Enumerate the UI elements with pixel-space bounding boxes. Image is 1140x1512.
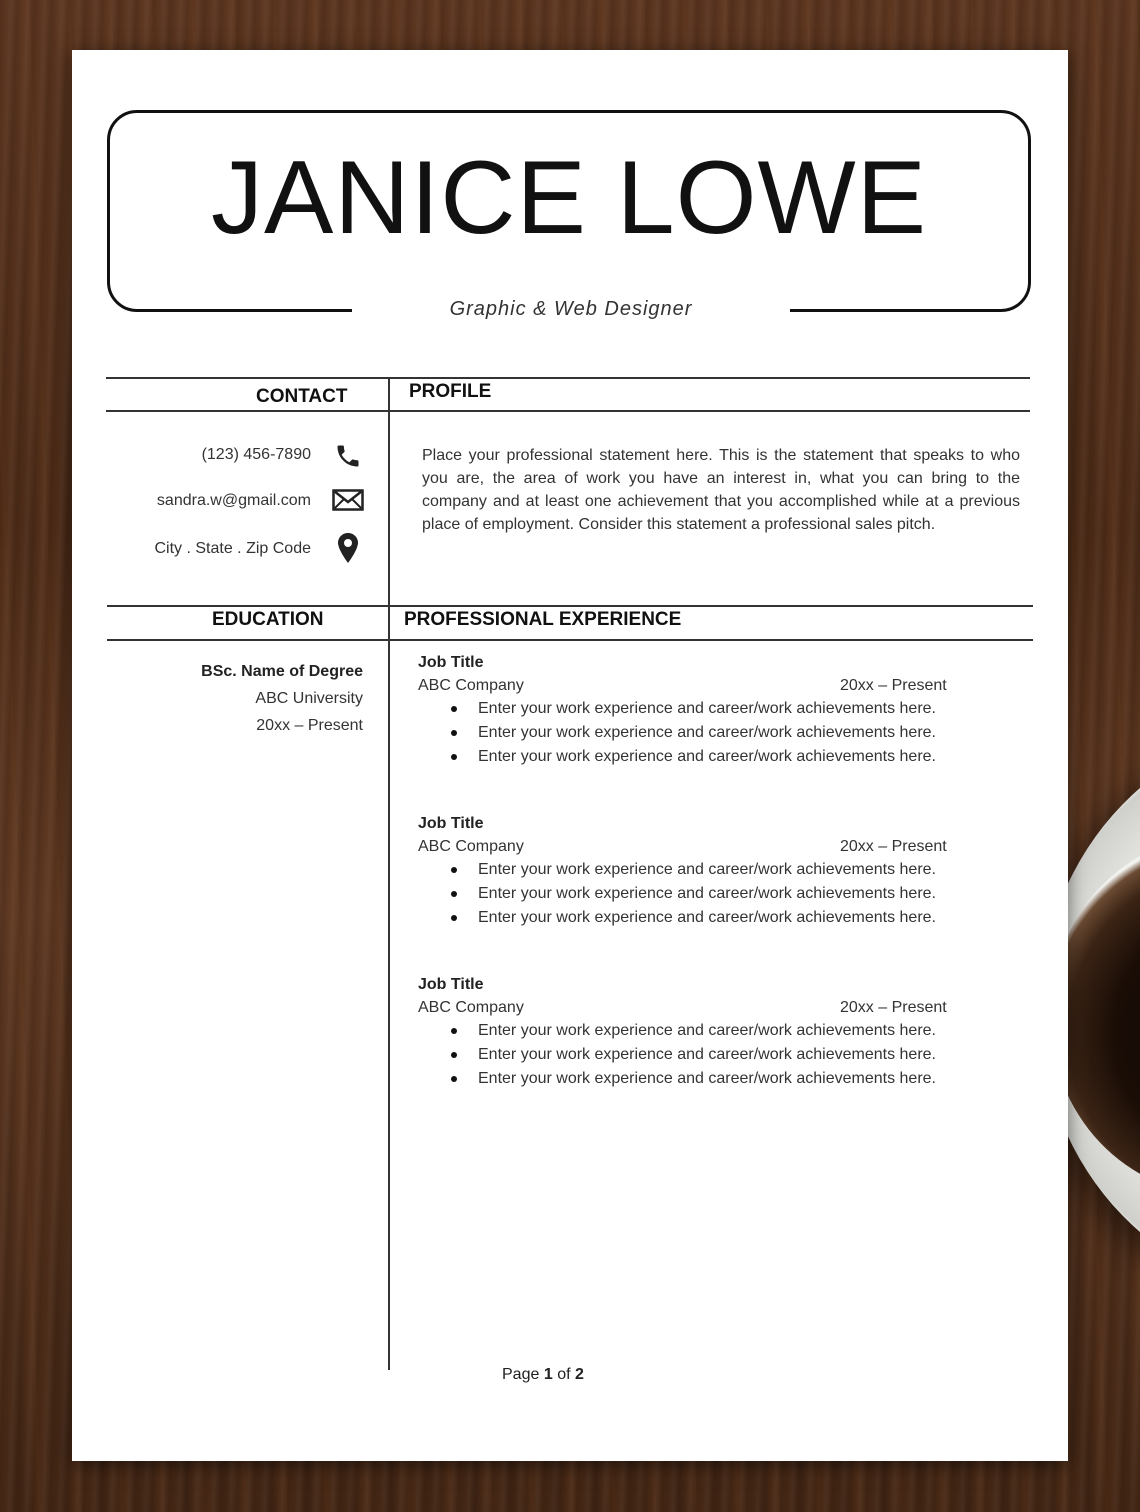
education-dates: 20xx – Present (256, 717, 363, 734)
job-entry (418, 651, 978, 769)
list-item: Enter your work experience and career/work achievements here. (478, 906, 978, 930)
section-header-experience: PROFESSIONAL EXPERIENCE (404, 609, 682, 630)
list-item: Enter your work experience and career/work achievements here. (478, 697, 978, 721)
job-bullets (418, 858, 978, 930)
column-divider (388, 377, 390, 1370)
list-item: Enter your work experience and career/work achievements here. (478, 721, 978, 745)
list-item: Enter your work experience and career/work achievements here. (478, 882, 978, 906)
page-number: Page 1 of 2 (502, 1366, 584, 1383)
envelope-icon (332, 486, 364, 514)
list-item: Enter your work experience and career/work achievements here. (478, 858, 978, 882)
job-dates: 20xx – Present (840, 999, 947, 1016)
contact-email: sandra.w@gmail.com (156, 492, 311, 509)
section-header-profile: PROFILE (409, 381, 492, 402)
education-school: ABC University (255, 690, 363, 707)
job-company: ABC Company (418, 677, 524, 694)
job-dates: 20xx – Present (840, 838, 947, 855)
job-entry (418, 973, 978, 1091)
resume-name: JANICE LOWE (211, 140, 927, 256)
contact-address: City . State . Zip Code (154, 540, 311, 557)
job-bullets (418, 1019, 978, 1091)
job-title: Job Title (418, 815, 484, 832)
resume-subtitle: Graphic & Web Designer (449, 298, 693, 320)
job-bullets (418, 697, 978, 769)
list-item: Enter your work experience and career/work achievements here. (478, 1019, 978, 1043)
list-item: Enter your work experience and career/work achievements here. (478, 1067, 978, 1091)
list-item: Enter your work experience and career/work achievements here. (478, 1043, 978, 1067)
profile-statement: Place your professional statement here. This is the statement that speaks to who you are, the area of work you have an interest in, what you can bring to the company and at least one achievement that you accomplished while at a previous place of employment. Consider this statement a professional sales pitch. (422, 447, 1020, 533)
phone-icon (334, 442, 362, 470)
job-company: ABC Company (418, 838, 524, 855)
job-dates: 20xx – Present (840, 677, 947, 694)
job-title: Job Title (418, 976, 484, 993)
resume-page (72, 50, 1068, 1461)
divider (106, 410, 1030, 412)
map-pin-icon (336, 532, 360, 564)
divider (107, 605, 1033, 607)
list-item: Enter your work experience and career/work achievements here. (478, 745, 978, 769)
divider (107, 639, 1033, 641)
contact-phone: (123) 456-7890 (201, 446, 311, 463)
section-header-contact: CONTACT (256, 386, 348, 407)
section-header-education: EDUCATION (212, 609, 324, 630)
job-entry (418, 812, 978, 930)
education-degree: BSc. Name of Degree (201, 663, 363, 680)
education-entry (201, 658, 363, 739)
job-title: Job Title (418, 654, 484, 671)
job-company: ABC Company (418, 999, 524, 1016)
divider (106, 377, 1030, 379)
